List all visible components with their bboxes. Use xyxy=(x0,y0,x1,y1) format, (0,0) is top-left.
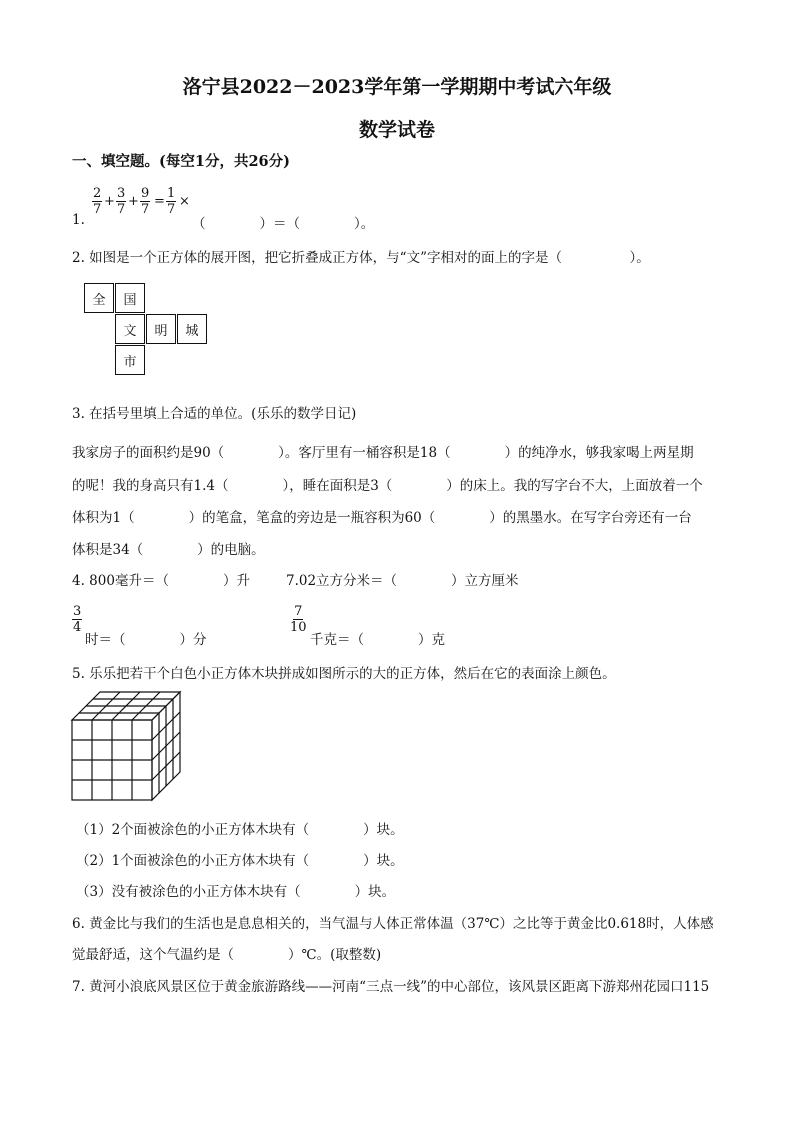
net-cell: 城 xyxy=(177,314,207,344)
denominator: 7 xyxy=(93,202,102,217)
question-4-part: 时＝（ ）分 xyxy=(85,632,207,648)
denominator: 10 xyxy=(290,620,307,635)
question-5-intro: 5. 乐乐把若干个白色小正方体木块拼成如图所示的大的正方体，然后在它的表面涂上颜色。 xyxy=(72,666,616,682)
question-3-line: 体积是34（ ）的电脑。 xyxy=(72,542,265,558)
denominator: 4 xyxy=(73,620,82,635)
equals-sign: = xyxy=(154,194,165,209)
question-6-line: 觉最舒适，这个气温约是（ ）℃。(取整数) xyxy=(72,947,382,963)
fraction xyxy=(140,186,150,217)
page-subtitle: 数学试卷 xyxy=(358,119,435,141)
plus-sign: + xyxy=(104,194,115,209)
net-cell: 市 xyxy=(115,345,145,375)
question-3-line: 我家房子的面积约是90（ ）。客厅里有一桶容积是18（ ）的纯净水，够我家喝上两星期 xyxy=(72,445,694,461)
fraction xyxy=(290,604,307,635)
net-cell: 明 xyxy=(146,314,176,344)
fraction xyxy=(166,186,176,217)
numerator: 3 xyxy=(73,604,82,619)
question-3-line: 体积为1（ ）的笔盒，笔盒的旁边是一瓶容积为60（ ）的黑墨水。在写字台旁还有一台 xyxy=(72,510,692,526)
question-4-part: 4. 800毫升＝（ ）升 xyxy=(72,573,250,589)
times-sign: × xyxy=(179,194,190,209)
question-3-intro: 3. 在括号里填上合适的单位。(乐乐的数学日记) xyxy=(72,406,357,422)
question-4-part: 7.02立方分米＝（ ）立方厘米 xyxy=(286,573,519,589)
question-5-sub: （1）2个面被涂色的小正方体木块有（ ）块。 xyxy=(76,822,404,838)
denominator: 7 xyxy=(117,202,126,217)
denominator: 7 xyxy=(141,202,150,217)
plus-sign: + xyxy=(128,194,139,209)
question-5-sub: （3）没有被涂色的小正方体木块有（ ）块。 xyxy=(76,884,396,900)
numerator: 2 xyxy=(93,186,102,201)
question-7-line: 7. 黄河小浪底风景区位于黄金旅游路线——河南“三点一线”的中心部位，该风景区距离下游郑州花园口115 xyxy=(72,979,710,995)
fraction xyxy=(92,186,102,217)
net-cell: 文 xyxy=(115,314,145,344)
numerator: 3 xyxy=(117,186,126,201)
question-2: 2. 如图是一个正方体的展开图，把它折叠成正方体，与“文”字相对的面上的字是（ ）。 xyxy=(72,250,650,266)
numerator: 9 xyxy=(141,186,150,201)
question-6-line: 6. 黄金比与我们的生活也是息息相关的，当气温与人体正常体温（37℃）之比等于黄金比0.618时，人体感 xyxy=(72,916,714,932)
net-cell: 全 xyxy=(84,283,114,313)
answer-blanks: （ ）＝（ ）。 xyxy=(192,216,375,232)
cube-diagram xyxy=(70,690,185,804)
section-heading: 一、填空题。(每空1分，共26分) xyxy=(72,153,290,170)
fraction xyxy=(72,604,82,635)
numerator: 1 xyxy=(167,186,176,201)
question-5-sub: （2）1个面被涂色的小正方体木块有（ ）块。 xyxy=(76,853,404,869)
cube-net-diagram xyxy=(84,283,210,377)
net-cell: 国 xyxy=(115,283,145,313)
question-3-line: 的呢！我的身高只有1.4（ ），睡在面积是3（ ）的床上。我的写字台不大，上面放着一个 xyxy=(72,478,703,494)
question-4-part: 千克＝（ ）克 xyxy=(310,632,445,648)
denominator: 7 xyxy=(167,202,176,217)
question-number: 1. xyxy=(72,212,85,228)
page-title: 洛宁县2022－2023学年第一学期期中考试六年级 xyxy=(182,76,612,98)
numerator: 7 xyxy=(294,604,303,619)
fraction xyxy=(116,186,126,217)
